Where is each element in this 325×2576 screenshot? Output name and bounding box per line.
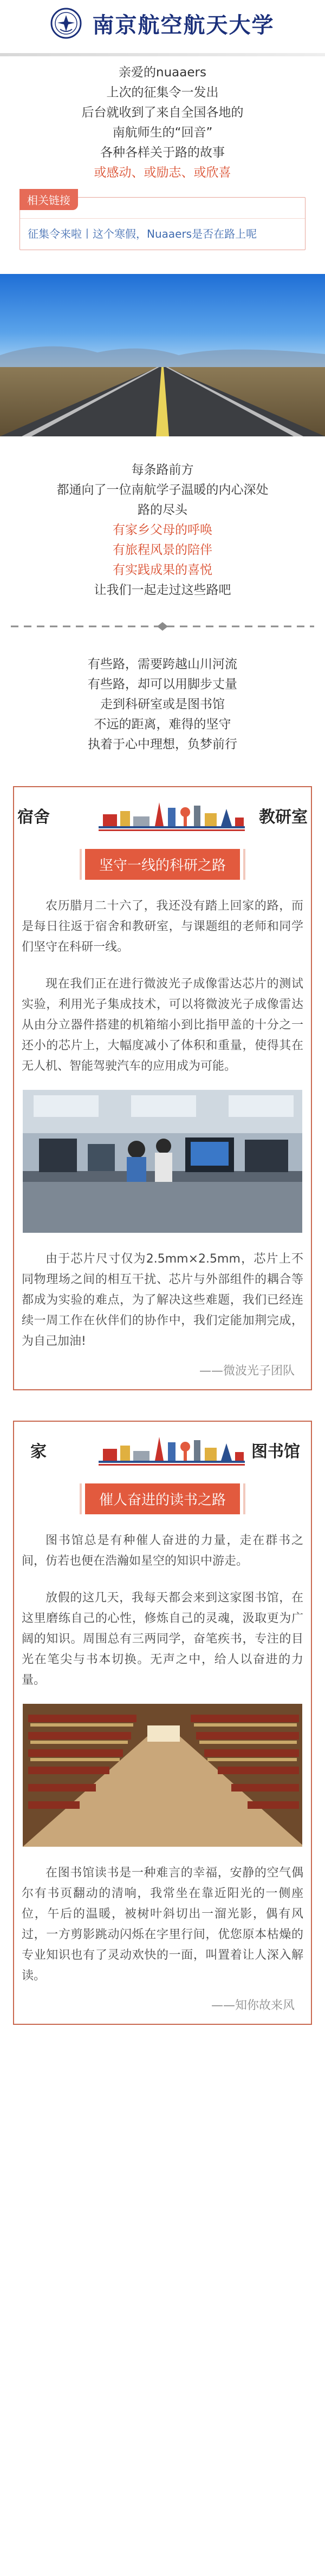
header xyxy=(0,0,325,61)
road-illustration xyxy=(0,274,325,436)
related-article-link[interactable]: 征集令来啦丨这个寒假，Nuaaers是否在路上呢 xyxy=(20,218,305,250)
intro-line: 各种各样关于路的故事 xyxy=(100,146,225,160)
section-paragraph: 农历腊月二十六了，我还没有踏上回家的路，而是每日往返于宿舍和教研室，与课题组的老师和同学们坚守在科研一线。 xyxy=(22,899,303,954)
journey-line: 走到科研室或是图书馆 xyxy=(100,697,225,711)
middle-red-line: 有旅程风景的陪伴 xyxy=(113,543,212,557)
title-wrap xyxy=(14,1483,311,1514)
skyline-illustration xyxy=(99,1429,245,1467)
middle-line: 路的尽头 xyxy=(138,503,187,517)
journey-line: 执着于心中理想，负梦前行 xyxy=(88,737,237,751)
related-links-box xyxy=(20,194,306,250)
library-photo xyxy=(23,1704,302,1847)
section-signature: ——微波光子团队 xyxy=(199,1364,295,1378)
banner-right-label: 教研室 xyxy=(259,808,308,827)
library-section xyxy=(13,1421,312,2025)
title-wrap xyxy=(14,849,311,880)
journey-line: 有些路，却可以用脚步丈量 xyxy=(88,677,237,691)
related-links-tag: 相关链接 xyxy=(20,189,78,210)
section-paragraph: 现在我们正在进行微波光子成像雷达芯片的测试实验，利用光子集成技术，可以将微波光子成像雷达从由分立器件搭建的机箱缩小到比指甲盖的十分之一还小的芯片上，大幅度减小了体积和重量，使得其在无人机、智能驾驶汽车的应用成为可能。 xyxy=(22,977,303,1073)
section-paragraph: 放假的这几天，我每天都会来到这家图书馆，在这里磨练自己的心性，修炼自己的灵魂，汲取更为广阔的知识。周围总有三两同学，奋笔疾书，专注的目光在笔尖与书本切换。无声之中，给人以奋进的力量。 xyxy=(22,1591,303,1687)
section-title: 催人奋进的读书之路 xyxy=(85,1483,240,1514)
intro-highlight: 或感动、或励志、或欣喜 xyxy=(94,166,231,180)
journey-line: 有些路，需要跨越山川河流 xyxy=(88,657,237,671)
intro-line: 上次的征集令一发出 xyxy=(106,86,219,100)
road-photo xyxy=(0,274,325,436)
banner-left-label: 宿舍 xyxy=(17,808,50,827)
intro-line: 后台就收到了来自全国各地的 xyxy=(81,106,244,120)
middle-block xyxy=(0,436,325,600)
section-divider xyxy=(0,621,325,632)
intro-line: 亲爱的nuaaers xyxy=(119,66,206,80)
library-scene-illustration xyxy=(23,1704,302,1847)
journey-line: 不远的距离，难得的坚守 xyxy=(94,717,231,731)
section-paragraph: 在图书馆读书是一种难言的幸福，安静的空气偶尔有书页翻动的清响，我常坐在靠近阳光的一侧座位，午后的温暖，被树叶斜切出一溜光影，偶有风过，一方剪影跳动闪烁在字里行间，优您原本枯燥的专业知识也有了灵动欢快的一面，叫置着让人深入解读。 xyxy=(22,1866,303,1983)
lab-photo xyxy=(23,1090,302,1233)
lab-scene-illustration xyxy=(23,1090,302,1233)
middle-red-line: 有实践成果的喜悦 xyxy=(113,563,212,577)
middle-red-line: 有家乡父母的呼唤 xyxy=(113,523,212,537)
section-title: 坚守一线的科研之路 xyxy=(85,849,240,880)
research-section xyxy=(13,786,312,1390)
dash-divider-graphic xyxy=(0,621,325,632)
skyline-illustration xyxy=(99,795,245,833)
middle-line: 都通向了一位南航学子温暖的内心深处 xyxy=(56,483,269,497)
section-banner xyxy=(17,787,308,839)
logo-row xyxy=(0,8,325,39)
university-name: 南京航空航天大学 xyxy=(92,12,275,38)
banner-right-label: 图书馆 xyxy=(251,1442,300,1461)
section-paragraph: 由于芯片尺寸仅为2.5mm×2.5mm，芯片上不同物理场之间的相互干扰、芯片与外部组件的耦合等都成为实验的难点，为了解决这些难题，我们已经连续一周工作在伙伴们的协作中，我们定能加荆完成，为自己加油! xyxy=(22,1252,303,1348)
intro-block xyxy=(0,61,325,183)
journey-block xyxy=(0,632,325,755)
section-paragraph: 图书馆总是有种催人奋进的力量，走在群书之间，仿若也便在浩瀚如星空的知识中游走。 xyxy=(22,1534,303,1568)
section-signature: ——知你故来风 xyxy=(211,1999,295,2012)
middle-closing: 让我们一起走过这些路吧 xyxy=(94,583,231,597)
intro-line: 南航师生的“回音” xyxy=(112,126,213,140)
middle-line: 每条路前方 xyxy=(131,463,194,477)
university-emblem-icon xyxy=(50,8,82,39)
banner-left-label: 家 xyxy=(30,1442,47,1461)
header-rule xyxy=(0,53,325,56)
section-banner xyxy=(17,1422,308,1474)
